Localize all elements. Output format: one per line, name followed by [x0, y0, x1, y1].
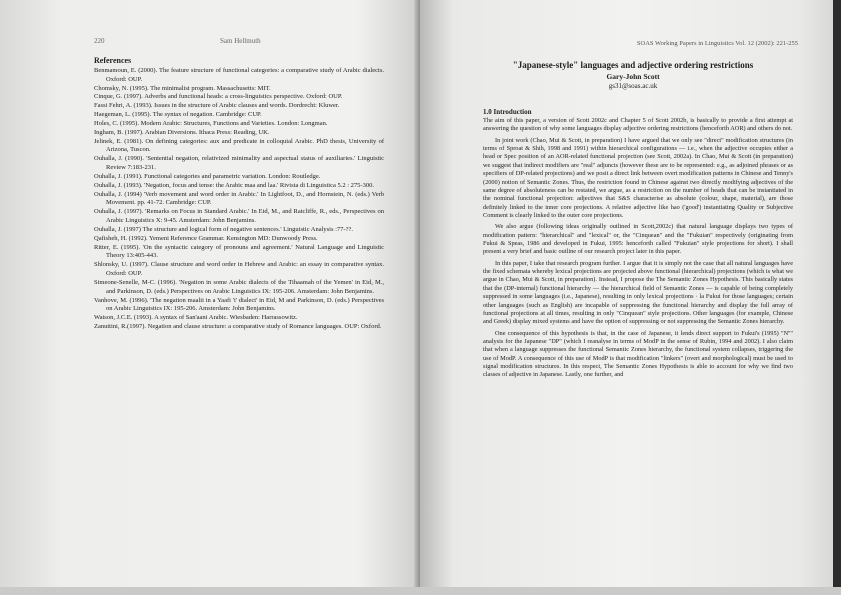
- references-list: [94, 67, 384, 332]
- reference-entry: Fassi Fehri, A. (1993). Issues in the structure of Arabic clauses and words. Dordrecht: Kluwer.: [94, 102, 340, 110]
- body-paragraph: One consequence of this hypothesis is that, in the case of Japanese, it lends direct support to Fukui's (1995) "N''" analysis for the Japanese "DP" (which I reanalyse in terms of ModP in the sense of Rubin, 1994 and 2002). I also claim that when a language suppresses the functional Semantic Zones hierarchy, the functional system collapses, triggering the use of ModP. A consequence of this use of ModP is that modification "linkers" (overt and morphological) must be used to signal modification structures. In this respect, The Semantic Zones Hypothesis is able to account for why we find two classes of adjective in Japanese. Lastly, one further, and: [483, 329, 793, 379]
- reference-entry: Benmamoun, E. (2000). The feature structure of functional categories: a comparative study of Arabic dialects. Oxford: OUP.: [94, 67, 384, 83]
- reference-entry: Jelinek, E. (1981). On defining categories: aux and predicate in colloquial Arabic. PhD thesis, University of Arizona, Tuscon.: [94, 137, 384, 154]
- reference-entry: Haegeman, L. (1995). The syntax of negation. Cambridge: CUP.: [94, 111, 262, 119]
- reference-entry: Ouhalla, J. (1990). 'Sentential negation, relativized minimality and aspectual status of auxiliaries.' Linguistic Review 7:183-231.: [94, 155, 384, 172]
- reference-entry: Zanuttini, R.(1997). Negation and clause structure: a comparative study of Romance languages. OUP: Oxford.: [94, 323, 382, 331]
- references-heading: References: [94, 56, 132, 65]
- article-body: [483, 117, 793, 383]
- reference-entry: Watson, J.C.E. (1993). A syntax of San'aani Arabic. Wiesbaden: Harrassowitz.: [94, 314, 298, 322]
- right-running-header: SOAS Working Papers in Linguistics Vol. 12 (2002): 221-255: [636, 40, 798, 47]
- article-author: Gary-John Scott: [606, 72, 660, 81]
- reference-entry: Chomsky, N. (1995). The minimalist program. Massachusetts: MIT.: [94, 84, 271, 92]
- reference-entry: Ouhalla, J. (1993). 'Negation, focus and tense: the Arabic maa and laa.' Rivista di Linguistica 5.2 : 275-300.: [94, 181, 374, 189]
- left-page: [0, 0, 420, 595]
- body-paragraph: In this paper, I take that research program further. I argue that it is simply not the case that all natural languages have the fixed schemata whereby lexical projections are projected above functional (hierarchical) projections (which is what we argue in Chao, Mui & Scott, in preparation). Instead, I propose the The Semantic Zones Hypothesis. This basically states that the (DP-internal) functional hierarchy — the hierarchical field of Semantic Zones — is capable of being completely suppressed in some languages (i.e., Japanese), resulting in only lexical projections · la Fukui for those languages; certain other languages (such as English) are incapable of suppressing the functional hierarchy and display the full array of functional projections at all times, resulting in only "Cinquean" style projections. Other languages (for example, Chinese and Greek) display mixed systems and have the option of suppressing or not suppressing the Semantic Zones hierarchy.: [483, 259, 793, 326]
- scan-bottom-edge: [0, 587, 841, 595]
- page-number: 220: [94, 37, 105, 45]
- reference-entry: Simeone-Senelle, M-C. (1996). 'Negation in some Arabic dialects of the Tihaamah of the Yemen' in Eid, M., and Parkinson, D. (eds.) Perspectives on Arabic Linguistics IX: 195-206. Amsterdam: John Benjamins.: [94, 278, 384, 295]
- running-head-author: Sam Hellmuth: [220, 37, 261, 45]
- reference-entry: Vanhove, M. (1996). 'The negation maalii in a Yaafi 'i' dialect' in Eid, M and Parkinson, D. (eds.) Perspectives on Arabic Linguistics IX: 195-206. Amsterdam: John Benjamins.: [94, 296, 384, 313]
- reference-entry: Holes, C. (1995). Modern Arabic: Structures, Functions and Varieties. London: Longman.: [94, 119, 328, 127]
- reference-entry: Ouhalla, J. (1991). Functional categories and parametric variation. London: Routledge.: [94, 172, 321, 180]
- reference-entry: Qafisheh, H. (1992). Yemeni Reference Grammar. Kensington MD: Dunwoody Press.: [94, 234, 318, 242]
- reference-entry: Ouhalla, J. (1997) The structure and logical form of negative sentences.' Linguistic Analysis :77-??.: [94, 225, 353, 233]
- article-title: "Japanese-style" languages and adjective ordering restrictions: [512, 60, 754, 70]
- section-heading: 1.0 Introduction: [483, 108, 532, 116]
- reference-entry: Ouhalla, J. (1997). 'Remarks on Focus in Standard Arabic.' In Eid, M., and Ratcliffe, R., eds., Perspectives on Arabic Linguistics X: 9-45. Amsterdam: John Benjamins.: [94, 208, 384, 225]
- body-paragraph: We also argue (following ideas originally outlined in Scott,2002c) that natural language displays two types of modification pattern: "hierarchical" and "lexical" or, the "Cinquean" and the "Fukuian" respectively (originating from Fukui & Speas, 1986 and developed in Fukui, 1995: henceforth called "Fukuian" style projections for short). I shall present a very brief and basic outline of our research project later in this paper.: [483, 223, 793, 256]
- author-email: gs31@soas.ac.uk: [608, 82, 658, 90]
- body-paragraph: The aim of this paper, a version of Scott 2002c and Chapter 5 of Scott 2002b, is basically to provide a first attempt at answering the question of why some languages display adjective ordering restrictions (henceforth AOR) and others do not.: [483, 117, 793, 133]
- reference-entry: Shlonsky, U. (1997). Clause structure and word order in Hebrew and Arabic: an essay in comparative syntax. Oxford: OUP.: [94, 261, 384, 278]
- body-paragraph: In joint work (Chao, Mui & Scott, in preparation) I have argued that we only see "direct" modification structures (in terms of Sproat & Shih, 1998 and 1991) within hierarchical configurations — i.e., when the adjective occupies either a head or Spec position of an AOR-related functional projection (see Scott, 2002a). In Chao, Mui & Scott (in preparation) we suggest that indirect modifiers are "real" adjuncts (however these are to be represented: e.g., as adjoined phrases or as specifiers of DP-related projections) and we posit a direct link between overt modification patterns in Chinese and Tenny's (2000) notion of Semantic Zones. Thus, the restriction found in Chinese against two directly modifying adjectives of the same degree of absoluteness can be restated, we argue, as a restriction on the number of heads that can be instantiated in the nominal functional projection: adjectives that S&S characterise as absolute (colour, shape, material), are those definitely linked to the inner core projections. A relative adjective like hao ('good') instantiating Quality or Subjective Comment is clearly linked to the outer core projections.: [483, 136, 793, 219]
- reference-entry: Ingham, B. (1997). Arabian Diversions. Ithaca Press: Reading, UK.: [94, 128, 270, 136]
- reference-entry: Ritter, E. (1995). 'On the syntactic category of pronouns and agreement.' Natural Language and Linguistic Theory 13:405-443.: [94, 243, 384, 260]
- reference-entry: Ouhalla, J. (1994) 'Verb movement and word order in Arabic.' In Lightfoot, D., and Hornstein, N. (eds.) Verb Movement. pp. 41-72. Cambridge: CUP.: [94, 190, 384, 207]
- scan-edge: [833, 0, 841, 595]
- reference-entry: Cinque, G. (1997). Adverbs and functional heads: a cross-linguistics perspective. Oxford: OUP.: [94, 93, 343, 101]
